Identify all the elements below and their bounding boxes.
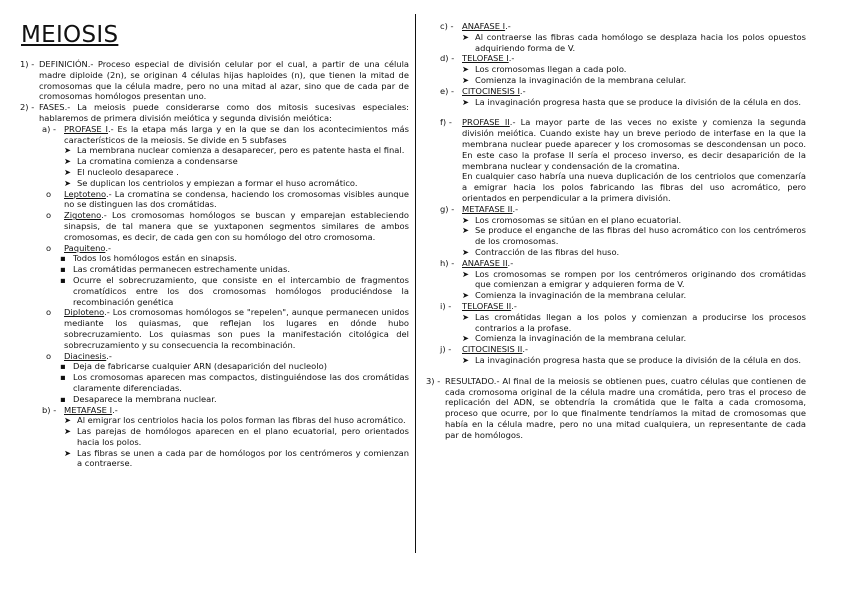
section-number: 3) - <box>426 375 441 386</box>
phase-name: METAFASE II <box>462 203 513 214</box>
subphase-name: Diacinesis <box>64 350 107 361</box>
diacinesis-list <box>60 361 409 404</box>
list-item: ▪ Todos los homólogos están en sinapsis. <box>60 253 237 264</box>
phase-label: f) - <box>440 117 452 128</box>
phase-name: TELOFASE I <box>462 53 509 64</box>
subphase-text: .- La cromatina se condensa, haciendo los cromosomas visibles aunque no se distinguen las dos cromátidas. <box>64 188 409 210</box>
phase-body <box>462 117 806 203</box>
arrow-bullet-icon: ➤ <box>462 333 469 344</box>
phase-label: a) - <box>42 123 57 134</box>
list-item: ▪ Deja de fabricarse cualquier ARN (desaparición del nucleolo) <box>60 361 327 372</box>
paquiteno-list <box>60 253 409 307</box>
list-item: ▪ Los cromosomas aparecen mas compactos, distinguiéndose las dos cromátidas claramente diferenciadas. <box>60 372 409 393</box>
bullet-item: ➤ Se duplican los centriolos y empiezan a formar el huso acromático. <box>64 177 358 188</box>
phase-body <box>462 258 806 301</box>
arrow-bullet-icon: ➤ <box>462 246 469 257</box>
subphase-leptoteno <box>46 189 409 211</box>
phase-citocinesis-2 <box>440 344 806 366</box>
phase-text: .- La mayor parte de las veces no existe y comienza la segunda división meiótica. Cuando existe hay un breve periodo de interfase en la que la membrana nuclear puede aparecer y los cromosomas se descondensan un poco. En este caso la profase II sería el proceso inverso, es decir desaparición de la membrana nuclear y condensación de la cromatina. <box>462 117 806 171</box>
section-fases <box>20 102 409 124</box>
section-definicion <box>20 59 409 102</box>
arrow-bullet-icon: ➤ <box>64 447 71 458</box>
right-column <box>426 21 806 440</box>
arrow-bullet-icon: ➤ <box>64 145 71 156</box>
phase-extra-text: En cualquier caso habría una nueva duplicación de los centriolos que comenzaría a emigrar hacia los polos fabricando las fibras del uso acromático, pero orientados en perpendicular a la primera división. <box>462 171 806 203</box>
subphase-name: Diploteno <box>64 307 105 318</box>
phase-name: METAFASE I <box>64 404 113 415</box>
arrow-bullet-icon: ➤ <box>462 214 469 225</box>
list-item: ▪ Desaparece la membrana nuclear. <box>60 393 217 404</box>
arrow-bullet-icon: ➤ <box>462 31 469 42</box>
column-divider <box>415 14 416 553</box>
subphase-name: Zigoteno <box>64 210 102 221</box>
bullet-item: ➤ Comienza la invaginación de la membrana celular. <box>462 74 687 85</box>
circle-bullet-icon: o <box>46 188 52 199</box>
bullet-item: ➤ Las parejas de homólogos aparecen en el plano ecuatorial, pero orientados hacia los polos. <box>64 426 409 447</box>
circle-bullet-icon: o <box>46 242 52 253</box>
phase-anafase-2 <box>440 258 806 301</box>
bullet-item: ➤ Al emigrar los centriolos hacia los polos forman las fibras del huso acromático. <box>64 415 406 426</box>
subphase-text: .- <box>106 350 112 361</box>
bullet-item: ➤ Comienza la invaginación de la membrana celular. <box>462 333 687 344</box>
phase-text: .- <box>512 203 519 214</box>
phase-label: h) - <box>440 257 455 268</box>
phase-telofase-1 <box>440 53 806 85</box>
phase-label: c) - <box>440 21 454 31</box>
phase-name: ANAFASE II <box>462 257 508 268</box>
phase-anafase-1 <box>440 21 806 53</box>
phase-text: .- Es la etapa más larga y en la que se dan los acontecimientos más característicos de la meiosis. Se divide en 5 subfases <box>64 123 409 145</box>
circle-bullet-icon: o <box>46 307 52 318</box>
phase-body <box>462 344 806 366</box>
section-number: 1) - <box>20 59 35 69</box>
arrow-bullet-icon: ➤ <box>462 311 469 322</box>
subphase-name: Leptoteno <box>64 188 106 199</box>
phase-text: .- <box>519 85 526 96</box>
bullet-item: ➤ Comienza la invaginación de la membrana celular. <box>462 290 687 301</box>
square-bullet-icon: ▪ <box>60 372 66 383</box>
arrow-bullet-icon: ➤ <box>462 96 469 107</box>
phase-citocinesis-1 <box>440 86 806 108</box>
phase-text: .- <box>508 53 515 64</box>
phase-body <box>462 301 806 344</box>
bullet-item: ➤ La invaginación progresa hasta que se produce la división de la célula en dos. <box>462 354 802 365</box>
section-text: .- La meiosis puede considerarse como dos mitosis sucesivas especiales: hablaremos de primera división meiótica y segunda división meiótica: <box>39 102 409 123</box>
phase-text: .- <box>505 21 511 31</box>
arrow-bullet-icon: ➤ <box>64 177 71 188</box>
subphase-name: Paquiteno <box>64 242 106 253</box>
phase-label: i) - <box>440 300 452 311</box>
phase-text: .- <box>112 404 118 415</box>
phase-name: ANAFASE I <box>462 21 506 31</box>
phase-name: CITOCINESIS I <box>462 85 520 96</box>
circle-bullet-icon: o <box>46 210 52 221</box>
arrow-bullet-icon: ➤ <box>462 290 469 301</box>
phase-body <box>462 204 806 258</box>
arrow-bullet-icon: ➤ <box>64 426 71 437</box>
square-bullet-icon: ▪ <box>60 274 66 285</box>
section-heading: RESULTADO <box>445 375 494 386</box>
left-column <box>20 59 409 469</box>
square-bullet-icon: ▪ <box>60 264 66 275</box>
phase-label: j) - <box>440 344 452 355</box>
arrow-bullet-icon: ➤ <box>462 268 469 279</box>
phase-body <box>64 124 409 189</box>
phase-metafase-2 <box>440 204 806 258</box>
list-item: ▪ Las cromátidas permanecen estrechamente unidas. <box>60 264 291 275</box>
phase-profase-1 <box>42 124 409 189</box>
section-body <box>39 59 409 102</box>
bullet-item: ➤ La invaginación progresa hasta que se produce la división de la célula en dos. <box>462 96 802 107</box>
square-bullet-icon: ▪ <box>60 393 66 404</box>
phase-profase-2 <box>440 117 806 203</box>
phase-text: .- <box>522 344 529 355</box>
arrow-bullet-icon: ➤ <box>64 166 71 177</box>
bullet-item: ➤ Contracción de las fibras del huso. <box>462 246 620 257</box>
bullet-item: ➤ El nucleolo desaparece . <box>64 166 179 177</box>
bullet-item: ➤ La cromatina comienza a condensarse <box>64 156 238 167</box>
bullet-item: ➤ Las fibras se unen a cada par de homólogos por los centrómeros y comienzan a contraerse. <box>64 447 409 469</box>
phase-name: TELOFASE II <box>462 300 512 311</box>
section-heading: FASES <box>39 102 65 113</box>
section-heading: DEFINICIÓN <box>39 59 88 69</box>
arrow-bullet-icon: ➤ <box>462 74 469 85</box>
subphase-text: .- Los cromosomas homólogos se "repelen", aunque permanecen unidos mediante los quiasmas, que reflejan los lugares en dónde hubo sobrecruzamiento. Los quiasmas son pues la manifestación citológica del sobrecruzamiento y su consecuencia la recombinación. <box>64 307 409 350</box>
bullet-item: ➤ Se produce el enganche de las fibras del huso acromático con los centrómeros de los cromosomas. <box>462 225 806 247</box>
phase-body <box>462 86 806 108</box>
phase-body <box>64 405 409 470</box>
subphase-zigoteno <box>46 210 409 242</box>
arrow-bullet-icon: ➤ <box>462 225 469 236</box>
phase-body <box>462 21 806 53</box>
phase-name: PROFASE I <box>64 123 108 134</box>
bullet-item: ➤ Las cromátidas llegan a los polos y comienzan a producirse los procesos contrarios a la profase. <box>462 311 806 333</box>
document-title: MEIOSIS <box>21 22 119 48</box>
bullet-item: ➤ Los cromosomas se rompen por los centrómeros originando dos cromátidas que comienzan a emigrar y adquieren forma de V. <box>462 268 806 290</box>
section-resultado <box>426 376 806 441</box>
list-item: ▪ Ocurre el sobrecruzamiento, que consiste en el intercambio de fragmentos cromatídicos entre los dos cromosomas homólogos produciéndose la recombinación genética <box>60 274 409 307</box>
section-body <box>39 102 409 124</box>
section-body <box>445 376 806 441</box>
bullet-item: ➤ Los cromosomas llegan a cada polo. <box>462 64 627 75</box>
section-text: .- Al final de la meiosis se obtienen pues, cuatro células que contienen de cada cromosoma original de la célula madre una cromátida, pero tras el proceso de replicación del ADN, se obtendría la cromátida que le falta a cada cromosoma, proceso que ocurre, por lo que finalmente tendríamos la mitad de cromosomas que había en la célula madre, pero no una mitad cualquiera, un representante de cada par de homólogos. <box>445 375 806 440</box>
phase-text: .- <box>507 257 514 268</box>
phase-text: .- <box>511 300 517 311</box>
phase-label: b) - <box>42 404 57 415</box>
section-number: 2) - <box>20 102 35 113</box>
arrow-bullet-icon: ➤ <box>64 156 71 167</box>
phase-body <box>462 53 806 85</box>
circle-bullet-icon: o <box>46 350 52 361</box>
arrow-bullet-icon: ➤ <box>64 415 71 426</box>
phase-label: d) - <box>440 53 455 64</box>
bullet-item: ➤ Los cromosomas se sitúan en el plano ecuatorial. <box>462 214 682 225</box>
phase-name: PROFASE II <box>462 117 510 128</box>
subphase-text: .- Los cromosomas homólogos se buscan y emparejan estableciendo sinapsis, de tal manera que se yuxtaponen segmentos similares de ambos cromosomas, es decir, de cada gen con su homólogo del otro cromosoma. <box>64 210 409 242</box>
square-bullet-icon: ▪ <box>60 253 66 264</box>
arrow-bullet-icon: ➤ <box>462 64 469 75</box>
phase-label: e) - <box>440 85 455 96</box>
subphase-text: .- <box>105 242 111 253</box>
phase-label: g) - <box>440 203 455 214</box>
phase-telofase-2 <box>440 301 806 344</box>
bullet-item: ➤ La membrana nuclear comienza a desaparecer, pero es patente hasta el final. <box>64 145 405 156</box>
phase-metafase-1 <box>42 405 409 470</box>
section-text: .- Proceso especial de división celular por el cual, a partir de una célula madre diploide (2n), se originan 4 células hijas haploides (n), que tienen la mitad de cromosomas que la célula madre, pero no una mitad al azar, sino que de cada par de cromosomas homólogos presentan uno. <box>39 59 409 102</box>
phase-name: CITOCINESIS II <box>462 344 523 355</box>
bullet-item: ➤ Al contraerse las fibras cada homólogo se desplaza hacia los polos opuestos adquiriendo forma de V. <box>462 31 806 53</box>
subphase-diacinesis <box>46 351 409 362</box>
subphase-paquiteno <box>46 243 409 254</box>
subphase-diploteno <box>46 307 409 350</box>
arrow-bullet-icon: ➤ <box>462 354 469 365</box>
square-bullet-icon: ▪ <box>60 361 66 372</box>
